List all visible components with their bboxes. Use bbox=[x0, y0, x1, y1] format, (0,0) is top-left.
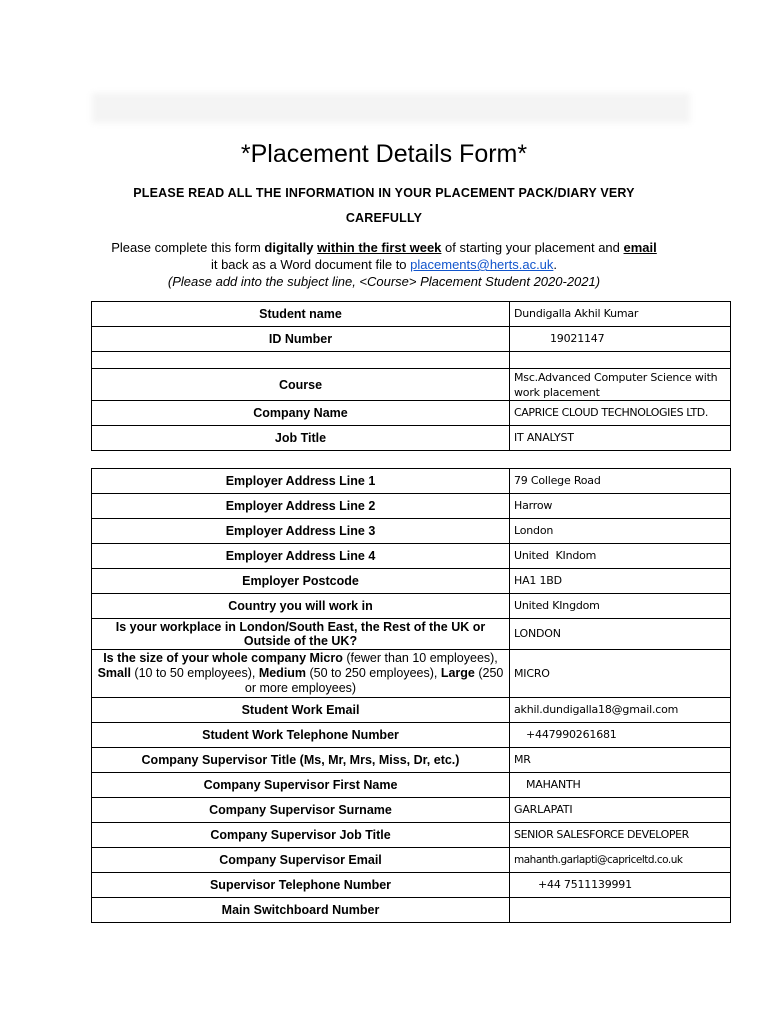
field-label: Employer Postcode bbox=[92, 569, 510, 594]
table-row bbox=[92, 594, 731, 619]
workplace-region-field[interactable]: LONDON bbox=[510, 619, 731, 650]
table-row bbox=[92, 352, 731, 369]
field-label: Company Name bbox=[92, 401, 510, 426]
field-label: Is your workplace in London/South East, the Rest of the UK or Outside of the UK? bbox=[92, 619, 510, 650]
label-part: Small bbox=[97, 666, 131, 680]
label-part: (50 to 250 employees), bbox=[306, 666, 441, 680]
table-row bbox=[92, 369, 731, 401]
label-part: Medium bbox=[258, 666, 307, 680]
table-row bbox=[92, 426, 731, 451]
field-label: Course bbox=[92, 369, 510, 401]
redacted-banner bbox=[92, 93, 690, 123]
company-size-label bbox=[92, 650, 510, 698]
field-label: Supervisor Telephone Number bbox=[92, 873, 510, 898]
table-row bbox=[92, 494, 731, 519]
instruction-line-2: CAREFULLY bbox=[345, 211, 423, 225]
table-row bbox=[92, 569, 731, 594]
table-row bbox=[92, 698, 731, 723]
table-row bbox=[92, 723, 731, 748]
field-label: Country you will work in bbox=[92, 594, 510, 619]
field-label bbox=[92, 352, 510, 369]
address-line-2-field[interactable]: Harrow bbox=[510, 494, 731, 519]
student-telephone-field[interactable]: +447990261681 bbox=[510, 723, 731, 748]
switchboard-number-field[interactable] bbox=[510, 898, 731, 923]
student-details-table bbox=[91, 301, 731, 451]
field-label: Employer Address Line 2 bbox=[92, 494, 510, 519]
address-line-1-field[interactable]: 79 College Road bbox=[510, 469, 731, 494]
supervisor-surname-field[interactable]: GARLAPATI bbox=[510, 798, 731, 823]
table-row bbox=[92, 773, 731, 798]
intro-line-3: (Please add into the subject line, <Course> Placement Student 2020-2021) bbox=[167, 274, 601, 289]
table-row bbox=[92, 619, 731, 650]
label-part: (fewer than 10 employees), bbox=[342, 651, 498, 665]
intro-line-2 bbox=[60, 256, 708, 273]
supervisor-title-field[interactable]: MR bbox=[510, 748, 731, 773]
field-label: Company Supervisor First Name bbox=[92, 773, 510, 798]
blank-field[interactable] bbox=[510, 352, 731, 369]
intro-emphasis-digitally: digitally bbox=[264, 240, 314, 255]
table-row bbox=[92, 873, 731, 898]
placements-email-link[interactable]: placements@herts.ac.uk bbox=[410, 257, 554, 272]
table-row bbox=[92, 469, 731, 494]
table-row bbox=[92, 748, 731, 773]
postcode-field[interactable]: HA1 1BD bbox=[510, 569, 731, 594]
table-row bbox=[92, 798, 731, 823]
course-field[interactable]: Msc.Advanced Computer Science with work placement bbox=[510, 369, 731, 401]
field-label: Job Title bbox=[92, 426, 510, 451]
company-name-field[interactable]: CAPRICE CLOUD TECHNOLOGIES LTD. bbox=[510, 401, 731, 426]
field-label: Student Work Email bbox=[92, 698, 510, 723]
supervisor-job-title-field[interactable]: SENIOR SALESFORCE DEVELOPER bbox=[510, 823, 731, 848]
supervisor-telephone-field[interactable]: +44 7511139991 bbox=[510, 873, 731, 898]
student-name-field[interactable]: Dundigalla Akhil Kumar bbox=[510, 302, 731, 327]
table-row bbox=[92, 401, 731, 426]
table-row bbox=[92, 650, 731, 698]
field-label: Student Work Telephone Number bbox=[92, 723, 510, 748]
label-part: Large bbox=[440, 666, 475, 680]
field-label: Company Supervisor Job Title bbox=[92, 823, 510, 848]
id-number-field[interactable]: 19021147 bbox=[510, 327, 731, 352]
address-line-3-field[interactable]: London bbox=[510, 519, 731, 544]
table-row bbox=[92, 544, 731, 569]
field-label: Employer Address Line 4 bbox=[92, 544, 510, 569]
table-row bbox=[92, 302, 731, 327]
table-row bbox=[92, 519, 731, 544]
intro-text: Please complete this form bbox=[111, 240, 265, 255]
instruction-line-1: PLEASE READ ALL THE INFORMATION IN YOUR PLACEMENT PACK/DIARY VERY bbox=[133, 186, 635, 200]
field-label: Company Supervisor Email bbox=[92, 848, 510, 873]
intro-text: it back as a Word document file to bbox=[210, 257, 411, 272]
field-label: Company Supervisor Surname bbox=[92, 798, 510, 823]
intro-text: of starting your placement and bbox=[441, 240, 624, 255]
student-email-field[interactable]: akhil.dundigalla18@gmail.com bbox=[510, 698, 731, 723]
intro-line-1 bbox=[60, 239, 708, 256]
field-label: Company Supervisor Title (Ms, Mr, Mrs, Miss, Dr, etc.) bbox=[92, 748, 510, 773]
label-part: Micro bbox=[309, 651, 343, 665]
label-part: (250 or more employees) bbox=[244, 666, 504, 695]
intro-text: . bbox=[553, 257, 558, 272]
label-part: Is the size of your whole company bbox=[103, 651, 310, 665]
supervisor-first-name-field[interactable]: MAHANTH bbox=[510, 773, 731, 798]
table-row bbox=[92, 898, 731, 923]
field-label: Employer Address Line 3 bbox=[92, 519, 510, 544]
field-label: Main Switchboard Number bbox=[92, 898, 510, 923]
job-title-field[interactable]: IT ANALYST bbox=[510, 426, 731, 451]
field-label: Student name bbox=[92, 302, 510, 327]
country-field[interactable]: United KIngdom bbox=[510, 594, 731, 619]
address-line-4-field[interactable]: United KIndom bbox=[510, 544, 731, 569]
table-row bbox=[92, 823, 731, 848]
supervisor-email-field[interactable]: mahanth.garlapti@capriceltd.co.uk bbox=[510, 848, 731, 873]
intro-emphasis-deadline: within the first week bbox=[317, 240, 442, 255]
field-label: ID Number bbox=[92, 327, 510, 352]
field-label: Employer Address Line 1 bbox=[92, 469, 510, 494]
employer-details-table bbox=[91, 468, 731, 923]
table-row bbox=[92, 327, 731, 352]
intro-emphasis-email: email bbox=[623, 240, 657, 255]
company-size-field[interactable]: MICRO bbox=[510, 650, 731, 698]
table-row bbox=[92, 848, 731, 873]
page-title: *Placement Details Form* bbox=[240, 140, 528, 168]
label-part: (10 to 50 employees), bbox=[130, 666, 259, 680]
